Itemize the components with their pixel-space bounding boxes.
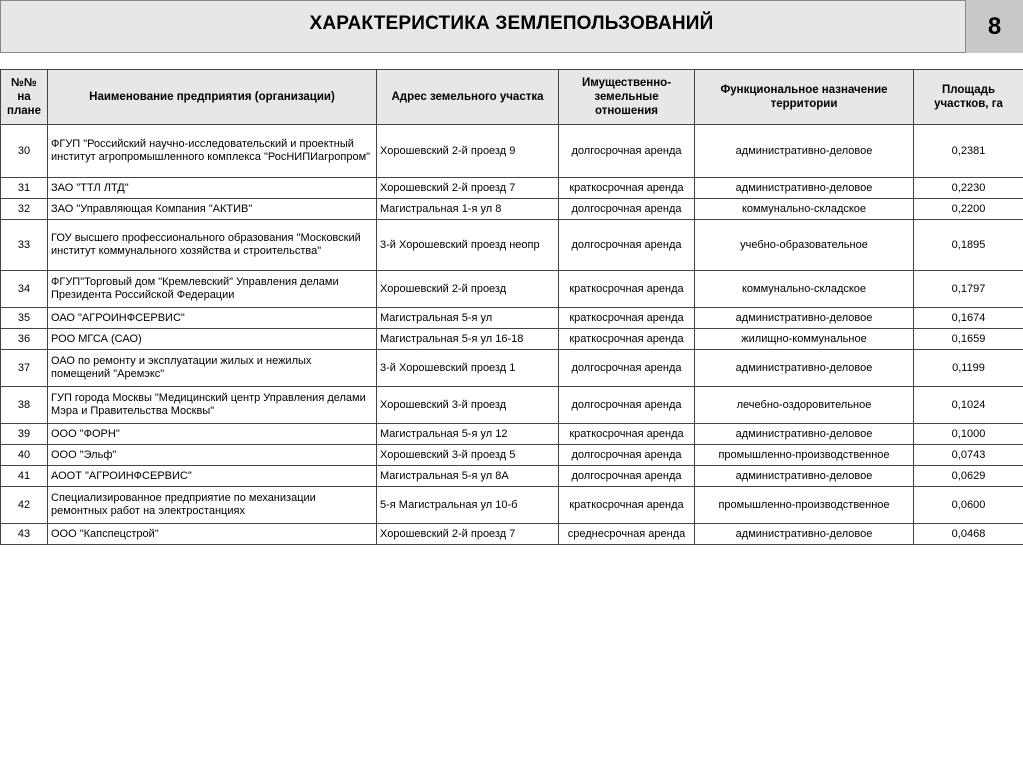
- plot-area: 0,0743: [914, 445, 1023, 466]
- functional-purpose: административно-деловое: [695, 466, 914, 487]
- table-row: [1, 524, 1023, 545]
- functional-purpose: лечебно-оздоровительное: [695, 387, 914, 424]
- page-number: 8: [966, 0, 1023, 53]
- table-row: [1, 466, 1023, 487]
- land-use-table: [0, 69, 1023, 545]
- organization-name: ОАО по ремонту и эксплуатации жилых и нежилых помещений "Аремэкс": [48, 350, 377, 387]
- organization-name: ФГУП"Торговый дом "Кремлевский" Управления делами Президента Российской Федерации: [48, 271, 377, 308]
- organization-name: Специализированное предприятие по механизации ремонтных работ на электростанциях: [48, 487, 377, 524]
- table-row: [1, 387, 1023, 424]
- table-row: [1, 125, 1023, 178]
- plot-area: 0,1797: [914, 271, 1023, 308]
- functional-purpose: административно-деловое: [695, 308, 914, 329]
- plot-area: 0,1000: [914, 424, 1023, 445]
- property-relation: долгосрочная аренда: [559, 466, 695, 487]
- plot-address: 5-я Магистральная ул 10-б: [377, 487, 559, 524]
- row-number: 41: [1, 466, 48, 487]
- plot-address: Хорошевский 2-й проезд 7: [377, 524, 559, 545]
- plot-area: 0,2381: [914, 125, 1023, 178]
- page-title: ХАРАКТЕРИСТИКА ЗЕМЛЕПОЛЬЗОВАНИЙ: [309, 13, 714, 34]
- plot-area: 0,0629: [914, 466, 1023, 487]
- plot-area: 0,2200: [914, 199, 1023, 220]
- organization-name: АООТ "АГРОИНФСЕРВИС": [48, 466, 377, 487]
- column-header-number: №№ на плане: [1, 70, 48, 125]
- table-row: [1, 199, 1023, 220]
- plot-address: Хорошевский 3-й проезд: [377, 387, 559, 424]
- organization-name: ОАО "АГРОИНФСЕРВИС": [48, 308, 377, 329]
- property-relation: краткосрочная аренда: [559, 308, 695, 329]
- table-body: [1, 125, 1023, 545]
- row-number: 43: [1, 524, 48, 545]
- column-header-address: Адрес земельного участка: [377, 70, 559, 125]
- column-header-function: Функциональное назначение территории: [695, 70, 914, 125]
- property-relation: долгосрочная аренда: [559, 350, 695, 387]
- functional-purpose: административно-деловое: [695, 424, 914, 445]
- plot-address: Хорошевский 2-й проезд: [377, 271, 559, 308]
- column-header-relation: Имущественно-земельные отношения: [559, 70, 695, 125]
- organization-name: ООО "ФОРН": [48, 424, 377, 445]
- plot-address: 3-й Хорошевский проезд неопр: [377, 220, 559, 271]
- table-row: [1, 271, 1023, 308]
- plot-address: Хорошевский 2-й проезд 7: [377, 178, 559, 199]
- table-row: [1, 350, 1023, 387]
- property-relation: долгосрочная аренда: [559, 125, 695, 178]
- plot-area: 0,1674: [914, 308, 1023, 329]
- property-relation: краткосрочная аренда: [559, 271, 695, 308]
- functional-purpose: учебно-образовательное: [695, 220, 914, 271]
- plot-area: 0,0468: [914, 524, 1023, 545]
- plot-area: 0,1659: [914, 329, 1023, 350]
- row-number: 36: [1, 329, 48, 350]
- row-number: 42: [1, 487, 48, 524]
- organization-name: ЗАО "ТТЛ ЛТД": [48, 178, 377, 199]
- organization-name: РОО МГСА (САО): [48, 329, 377, 350]
- column-header-area: Площадь участков, га: [914, 70, 1023, 125]
- row-number: 32: [1, 199, 48, 220]
- property-relation: долгосрочная аренда: [559, 387, 695, 424]
- functional-purpose: коммунально-складское: [695, 199, 914, 220]
- plot-area: 0,1024: [914, 387, 1023, 424]
- row-number: 30: [1, 125, 48, 178]
- organization-name: ЗАО "Управляющая Компания "АКТИВ": [48, 199, 377, 220]
- row-number: 38: [1, 387, 48, 424]
- plot-address: Магистральная 5-я ул: [377, 308, 559, 329]
- row-number: 35: [1, 308, 48, 329]
- property-relation: краткосрочная аренда: [559, 487, 695, 524]
- plot-address: Магистральная 5-я ул 8А: [377, 466, 559, 487]
- table-row: [1, 329, 1023, 350]
- table-row: [1, 308, 1023, 329]
- property-relation: долгосрочная аренда: [559, 220, 695, 271]
- property-relation: долгосрочная аренда: [559, 445, 695, 466]
- property-relation: среднесрочная аренда: [559, 524, 695, 545]
- row-number: 33: [1, 220, 48, 271]
- table-row: [1, 487, 1023, 524]
- plot-address: Магистральная 5-я ул 12: [377, 424, 559, 445]
- plot-address: 3-й Хорошевский проезд 1: [377, 350, 559, 387]
- property-relation: краткосрочная аренда: [559, 178, 695, 199]
- functional-purpose: жилищно-коммунальное: [695, 329, 914, 350]
- table-row: [1, 445, 1023, 466]
- plot-area: 0,2230: [914, 178, 1023, 199]
- organization-name: ООО "Капспецстрой": [48, 524, 377, 545]
- plot-address: Хорошевский 3-й проезд 5: [377, 445, 559, 466]
- plot-address: Хорошевский 2-й проезд 9: [377, 125, 559, 178]
- organization-name: ГОУ высшего профессионального образования "Московский институт коммунального хозяйства и строительства": [48, 220, 377, 271]
- plot-area: 0,0600: [914, 487, 1023, 524]
- functional-purpose: административно-деловое: [695, 125, 914, 178]
- plot-area: 0,1895: [914, 220, 1023, 271]
- functional-purpose: промышленно-производственное: [695, 445, 914, 466]
- functional-purpose: административно-деловое: [695, 350, 914, 387]
- functional-purpose: административно-деловое: [695, 178, 914, 199]
- row-number: 31: [1, 178, 48, 199]
- plot-area: 0,1199: [914, 350, 1023, 387]
- row-number: 34: [1, 271, 48, 308]
- property-relation: долгосрочная аренда: [559, 199, 695, 220]
- row-number: 40: [1, 445, 48, 466]
- property-relation: краткосрочная аренда: [559, 424, 695, 445]
- organization-name: ФГУП "Российский научно-исследовательский и проектный институт агропромышленного комплекса "РосНИПИагропром": [48, 125, 377, 178]
- plot-address: Магистральная 1-я ул 8: [377, 199, 559, 220]
- functional-purpose: административно-деловое: [695, 524, 914, 545]
- organization-name: ГУП города Москвы "Медицинский центр Управления делами Мэра и Правительства Москвы": [48, 387, 377, 424]
- table-row: [1, 178, 1023, 199]
- table-header-row: [1, 70, 1023, 125]
- table-row: [1, 424, 1023, 445]
- functional-purpose: коммунально-складское: [695, 271, 914, 308]
- table-row: [1, 220, 1023, 271]
- row-number: 37: [1, 350, 48, 387]
- functional-purpose: промышленно-производственное: [695, 487, 914, 524]
- plot-address: Магистральная 5-я ул 16-18: [377, 329, 559, 350]
- property-relation: краткосрочная аренда: [559, 329, 695, 350]
- column-header-name: Наименование предприятия (организации): [48, 70, 377, 125]
- row-number: 39: [1, 424, 48, 445]
- organization-name: ООО "Эльф": [48, 445, 377, 466]
